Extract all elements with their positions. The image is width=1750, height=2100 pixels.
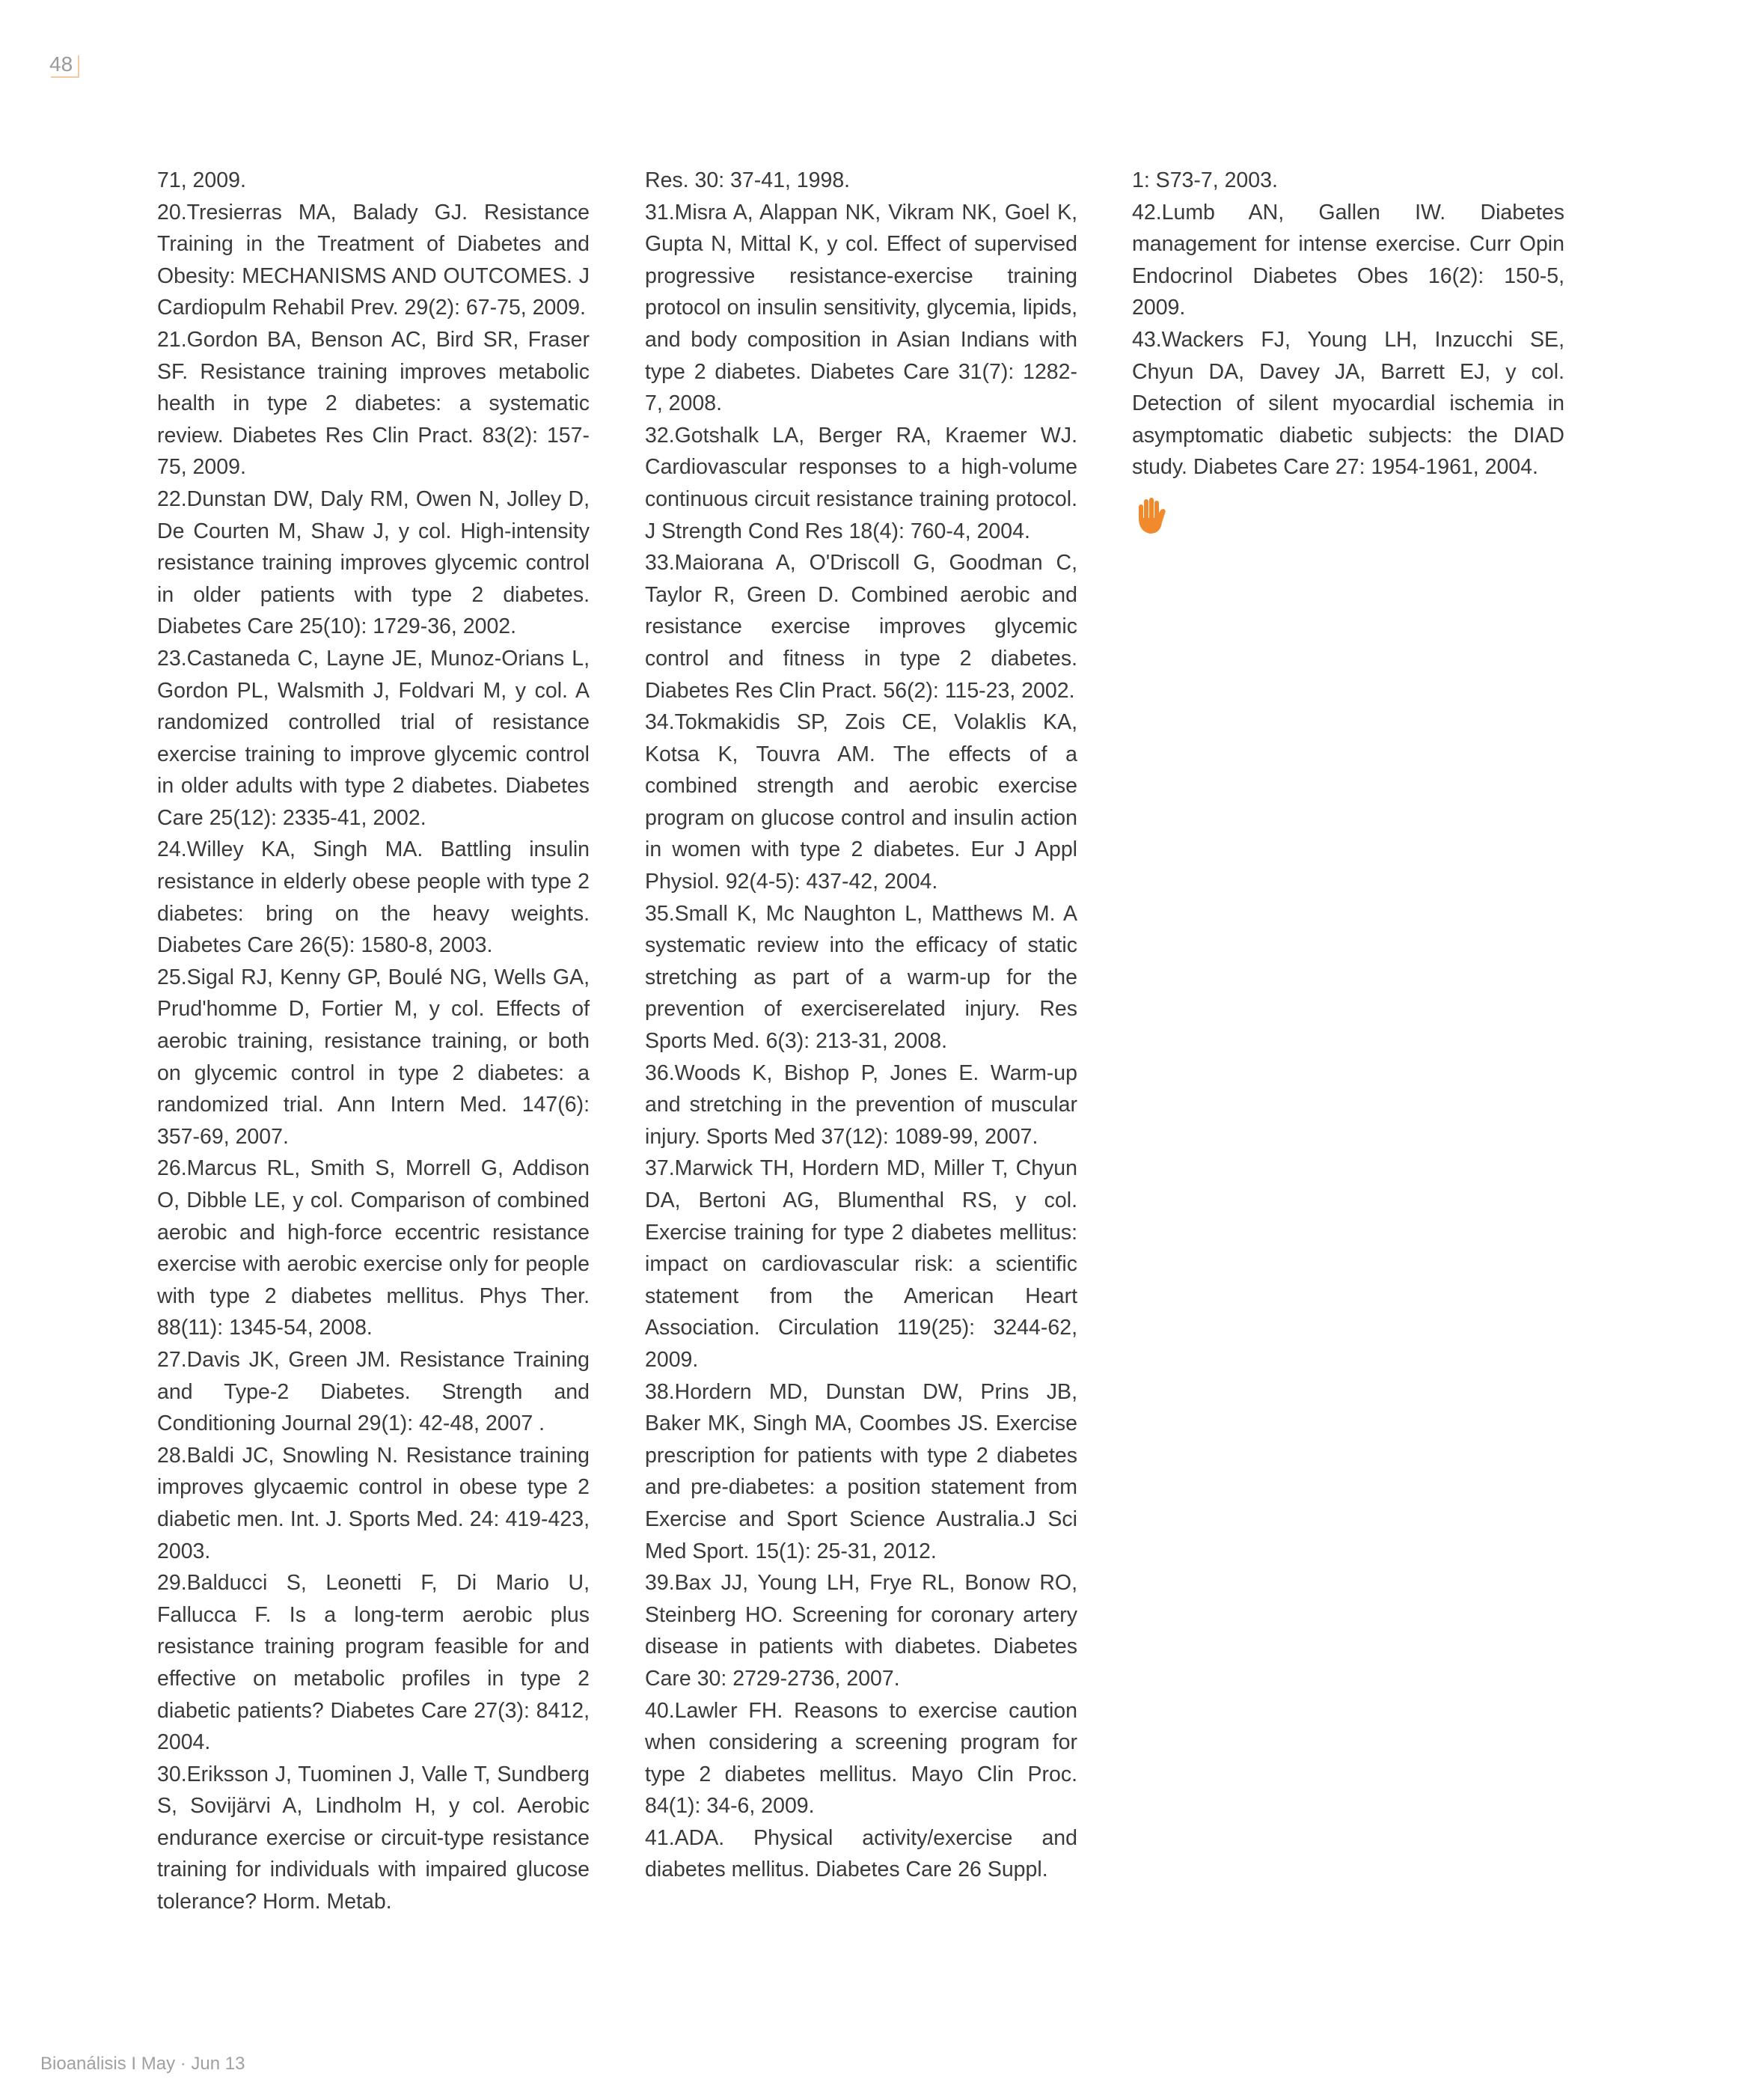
reference-item: 40.Lawler FH. Reasons to exercise caution when considering a screening program for type 2 diabetes mellitus. Mayo Clin Proc. 84(1): 34-6, 2009. bbox=[645, 1698, 1077, 1819]
reference-item: 31.Misra A, Alappan NK, Vikram NK, Goel K, Gupta N, Mittal K, y col. Effect of supervised progressive resistance-exercise training protocol on insulin sensitivity, glycemia, lipids, and body composition in Asian Indians with type 2 diabetes. Diabetes Care 31(7): 1282-7, 2008. bbox=[645, 200, 1077, 416]
reference-item: 71, 2009. bbox=[157, 168, 246, 192]
reference-item: 32.Gotshalk LA, Berger RA, Kraemer WJ. Cardiovascular responses to a high-volume continuous circuit resistance training protocol. J Strength Cond Res 18(4): 760-4, 2004. bbox=[645, 423, 1077, 543]
reference-item: 33.Maiorana A, O'Driscoll G, Goodman C, Taylor R, Green D. Combined aerobic and resistance exercise improves glycemic control and fitness in type 2 diabetes. Diabetes Res Clin Pract. 56(2): 115-23, 2002. bbox=[645, 551, 1077, 703]
reference-item: 43.Wackers FJ, Young LH, Inzucchi SE, Chyun DA, Davey JA, Barrett EJ, y col. Detection of silent myocardial ischemia in asymptomatic diabetic subjects: the DIAD study. Diabetes Care 27: 1954-1961, 2004. bbox=[1132, 327, 1564, 480]
reference-item: 36.Woods K, Bishop P, Jones E. Warm-up and stretching in the prevention of muscular injury. Sports Med 37(12): 1089-99, 2007. bbox=[645, 1060, 1077, 1149]
reference-item: 29.Balducci S, Leonetti F, Di Mario U, Fallucca F. Is a long-term aerobic plus resistance training program feasible for and effective on metabolic profiles in type 2 diabetic patients? Diabetes Care 27(3): 8412, 2004. bbox=[157, 1571, 590, 1755]
reference-item: 37.Marwick TH, Hordern MD, Miller T, Chyun DA, Bertoni AG, Blumenthal RS, y col. Exercise training for type 2 diabetes mellitus: impact on cardiovascular risk: a scientific statement from the American Heart Association. Circulation 119(25): 3244-62, 2009. bbox=[645, 1156, 1077, 1372]
reference-item: 21.Gordon BA, Benson AC, Bird SR, Fraser SF. Resistance training improves metabolic health in type 2 diabetes: a systematic review. Diabetes Res Clin Pract. 83(2): 157-75, 2009. bbox=[157, 327, 590, 480]
reference-column-3 bbox=[1132, 165, 1564, 536]
page-footer: Bioanálisis I May · Jun 13 bbox=[40, 2054, 245, 2074]
reference-item: 26.Marcus RL, Smith S, Morrell G, Addison O, Dibble LE, y col. Comparison of combined aerobic and high-force eccentric resistance exercise with aerobic exercise only for people with type 2 diabetes mellitus. Phys Ther. 88(11): 1345-54, 2008. bbox=[157, 1156, 590, 1340]
reference-item: 24.Willey KA, Singh MA. Battling insulin resistance in elderly obese people with type 2 diabetes: bring on the heavy weights. Diabetes Care 26(5): 1580-8, 2003. bbox=[157, 837, 590, 958]
page-number: 48 bbox=[49, 52, 73, 76]
reference-column-1 bbox=[157, 165, 590, 1918]
reference-item: 42.Lumb AN, Gallen IW. Diabetes management for intense exercise. Curr Opin Endocrinol Diabetes Obes 16(2): 150-5, 2009. bbox=[1132, 200, 1564, 320]
hand-icon bbox=[1132, 497, 1168, 536]
reference-item: 28.Baldi JC, Snowling N. Resistance training improves glycaemic control in obese type 2 diabetic men. Int. J. Sports Med. 24: 419-423, 2003. bbox=[157, 1443, 590, 1563]
reference-item: 34.Tokmakidis SP, Zois CE, Volaklis KA, Kotsa K, Touvra AM. The effects of a combined strength and aerobic exercise program on glucose control and insulin action in women with type 2 diabetes. Eur J Appl Physiol. 92(4-5): 437-42, 2004. bbox=[645, 710, 1077, 894]
reference-item: 30.Eriksson J, Tuominen J, Valle T, Sundberg S, Sovijärvi A, Lindholm H, y col. Aerobic endurance exercise or circuit-type resistance training for individuals with impaired glucose tolerance? Horm. Metab. bbox=[157, 1762, 590, 1914]
reference-item: 20.Tresierras MA, Balady GJ. Resistance Training in the Treatment of Diabetes and Obesity: MECHANISMS AND OUTCOMES. J Cardiopulm Rehabil Prev. 29(2): 67-75, 2009. bbox=[157, 200, 590, 320]
reference-item: 22.Dunstan DW, Daly RM, Owen N, Jolley D, De Courten M, Shaw J, y col. High-intensity resistance training improves glycemic control in older patients with type 2 diabetes. Diabetes Care 25(10): 1729-36, 2002. bbox=[157, 486, 590, 639]
reference-item: 27.Davis JK, Green JM. Resistance Training and Type-2 Diabetes. Strength and Conditioning Journal 29(1): 42-48, 2007 . bbox=[157, 1347, 590, 1436]
reference-item: 39.Bax JJ, Young LH, Frye RL, Bonow RO, Steinberg HO. Screening for coronary artery disease in patients with diabetes. Diabetes Care 30: 2729-2736, 2007. bbox=[645, 1571, 1077, 1691]
reference-item: Res. 30: 37-41, 1998. bbox=[645, 168, 851, 192]
reference-item: 35.Small K, Mc Naughton L, Matthews M. A systematic review into the efficacy of static stretching as part of a warm-up for the prevention of exerciserelated injury. Res Sports Med. 6(3): 213-31, 2008. bbox=[645, 901, 1077, 1054]
reference-item: 25.Sigal RJ, Kenny GP, Boulé NG, Wells GA, Prud'homme D, Fortier M, y col. Effects of aerobic training, resistance training, or both on glycemic control in type 2 diabetes: a randomized trial. Ann Intern Med. 147(6): 357-69, 2007. bbox=[157, 965, 590, 1149]
reference-item: 23.Castaneda C, Layne JE, Munoz-Orians L, Gordon PL, Walsmith J, Foldvari M, y col. A randomized controlled trial of resistance exercise training to improve glycemic control in older adults with type 2 diabetes. Diabetes Care 25(12): 2335-41, 2002. bbox=[157, 646, 590, 830]
reference-column-2 bbox=[645, 165, 1077, 1886]
reference-item: 38.Hordern MD, Dunstan DW, Prins JB, Baker MK, Singh MA, Coombes JS. Exercise prescription for patients with type 2 diabetes and pre-diabetes: a position statement from Exercise and Sport Science Australia.J Sci Med Sport. 15(1): 25-31, 2012. bbox=[645, 1379, 1077, 1563]
reference-item: 41.ADA. Physical activity/exercise and diabetes mellitus. Diabetes Care 26 Suppl. bbox=[645, 1825, 1077, 1882]
reference-item: 1: S73-7, 2003. bbox=[1132, 168, 1278, 192]
